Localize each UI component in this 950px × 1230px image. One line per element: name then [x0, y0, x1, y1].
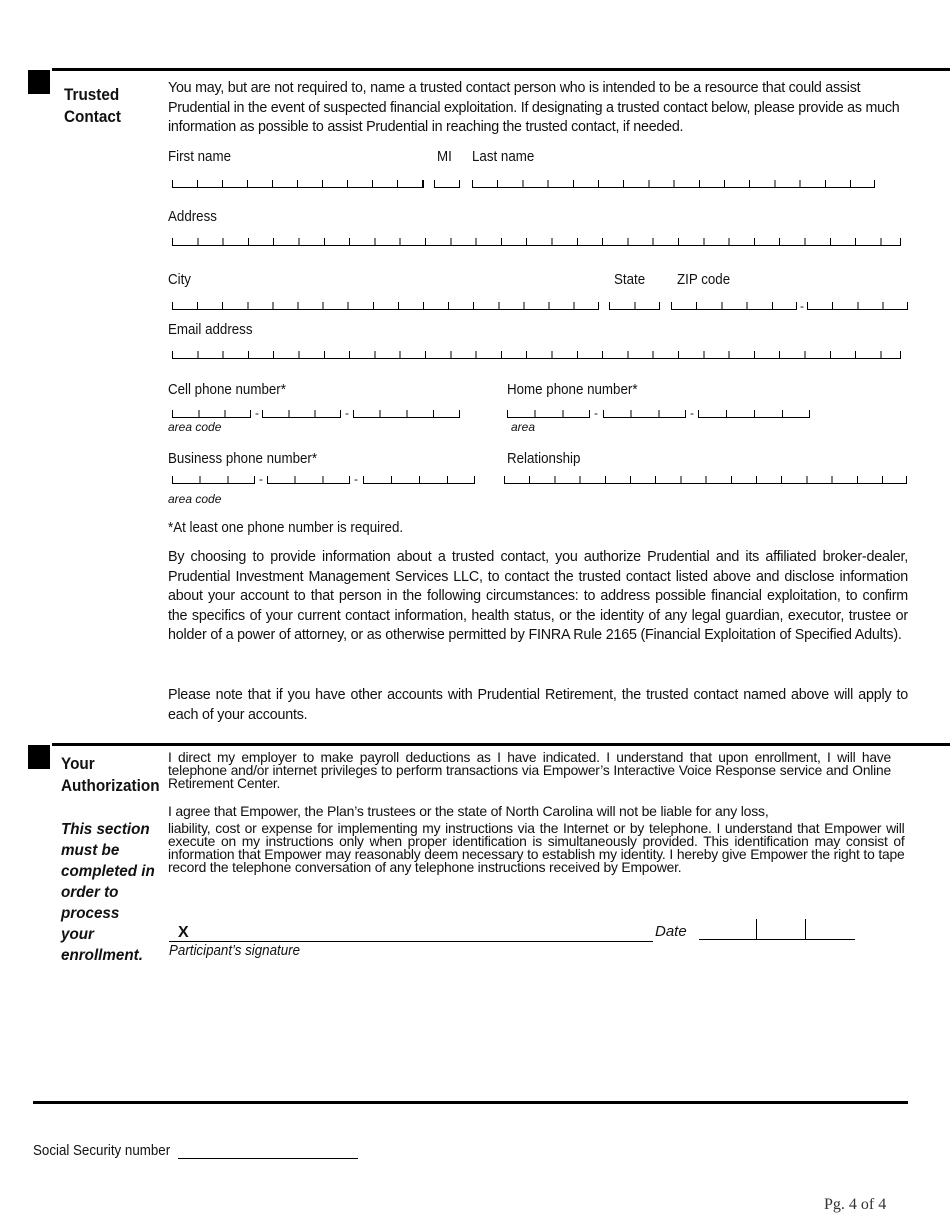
- home-line-field[interactable]: [698, 410, 810, 418]
- state-field[interactable]: [609, 302, 660, 310]
- business-phone-label: Business phone number*: [168, 451, 318, 467]
- ssn-field[interactable]: [178, 1158, 358, 1159]
- relationship-label: Relationship: [507, 451, 581, 467]
- city-label: City: [168, 272, 191, 288]
- home-dash-1: -: [594, 406, 598, 420]
- cell-area-code-caption: area code: [168, 420, 222, 434]
- date-divider: [805, 919, 806, 940]
- business-line-field[interactable]: [363, 476, 475, 484]
- business-prefix-field[interactable]: [267, 476, 350, 484]
- signature-field[interactable]: [169, 941, 653, 942]
- business-dash-2: -: [354, 472, 358, 486]
- participant-signature-label: Participant’s signature: [169, 943, 301, 959]
- date-field[interactable]: [699, 919, 855, 940]
- business-area-code-caption: area code: [168, 492, 222, 506]
- home-area-code-field[interactable]: [507, 410, 590, 418]
- zip-ext-field[interactable]: [807, 302, 908, 310]
- email-field[interactable]: [172, 351, 901, 359]
- date-divider: [756, 919, 757, 940]
- cell-area-code-field[interactable]: [172, 410, 251, 418]
- payroll-deduction-paragraph: I direct my employer to make payroll deductions as I have indicated. I understand that upon enrollment, I will have telephone and/or internet privileges to perform transactions via Empower’s Interactive Voice Response service and Online Retirement Center.: [168, 749, 891, 791]
- other-accounts-note: Please note that if you have other accounts with Prudential Retirement, the trusted contact named above will apply to each of your accounts.: [168, 687, 908, 723]
- business-dash-1: -: [259, 472, 263, 486]
- first-name-label: First name: [168, 149, 232, 165]
- your-authorization-title: Your Authorization: [61, 754, 160, 795]
- authorization-top-rule: [52, 743, 950, 746]
- date-label: Date: [655, 923, 687, 940]
- home-dash-2: -: [690, 406, 694, 420]
- cell-phone-label: Cell phone number*: [168, 382, 286, 398]
- last-name-field[interactable]: [472, 180, 875, 188]
- cell-dash-2: -: [345, 406, 349, 420]
- home-phone-label: Home phone number*: [507, 382, 638, 398]
- home-prefix-field[interactable]: [603, 410, 686, 418]
- email-label: Email address: [168, 322, 253, 338]
- state-label: State: [614, 272, 646, 288]
- authorization-required-note: This section must be completed in order to process your enrollment.: [61, 821, 155, 964]
- last-name-label: Last name: [472, 149, 535, 165]
- section-marker: [28, 745, 50, 769]
- section-marker: [28, 70, 50, 94]
- mi-label: MI: [437, 149, 452, 165]
- zip-label: ZIP code: [677, 272, 731, 288]
- mi-field[interactable]: [434, 180, 460, 188]
- section-top-rule: [52, 68, 950, 71]
- liability-paragraph-line1: I agree that Empower, the Plan’s trustees or the state of North Carolina will not be liable for any loss,: [168, 803, 769, 819]
- home-area-caption: area: [511, 420, 536, 434]
- cell-line-field[interactable]: [353, 410, 460, 418]
- address-field[interactable]: [172, 238, 901, 246]
- trusted-intro: You may, but are not required to, name a trusted contact person who is intended to be a resource that could assist Prudential in the event of suspected financial exploitation. If designating a trusted contact below, please provide as much information as possible to assist Prudential in reaching the trusted contact, if needed.: [168, 80, 900, 135]
- footer-rule: [33, 1101, 908, 1104]
- relationship-field[interactable]: [504, 476, 907, 484]
- ssn-label: Social Security number: [33, 1143, 171, 1159]
- first-name-field[interactable]: [172, 180, 424, 188]
- phone-required-note: *At least one phone number is required.: [168, 520, 404, 536]
- trusted-contact-title: Trusted Contact: [64, 85, 121, 126]
- liability-paragraph: liability, cost or expense for implementing my instructions via the Internet or by telephone. I understand that Empower will execute on my instructions only when proper identification is simultaneously provided. This identification may consist of information that Empower may reasonably deem necessary to establish my identity. I hereby give Empower the right to tape record the telephone conversation of any telephone instructions received by Empower.: [168, 820, 905, 875]
- signature-x: X: [178, 924, 189, 941]
- cell-dash-1: -: [255, 406, 259, 420]
- zip-field[interactable]: [671, 302, 797, 310]
- cell-prefix-field[interactable]: [262, 410, 341, 418]
- page-number: Pg. 4 of 4: [824, 1196, 887, 1213]
- business-area-code-field[interactable]: [172, 476, 255, 484]
- city-field[interactable]: [172, 302, 599, 310]
- address-label: Address: [168, 209, 217, 225]
- zip-dash: -: [800, 299, 804, 313]
- trusted-consent-paragraph: By choosing to provide information about a trusted contact, you authorize Prudential and its affiliated broker-dealer, Prudential Investment Management Services LLC, to contact the trusted contact listed above and disclose information about your account to that person in the following circumstances: to address possible financial exploitation, to confirm the specifics of your current contact information, health status, or the identity of any legal guardian, executor, trustee or holder of a power of attorney, or as otherwise permitted by FINRA Rule 2165 (Financial Exploitation of Specified Adults).: [168, 549, 908, 643]
